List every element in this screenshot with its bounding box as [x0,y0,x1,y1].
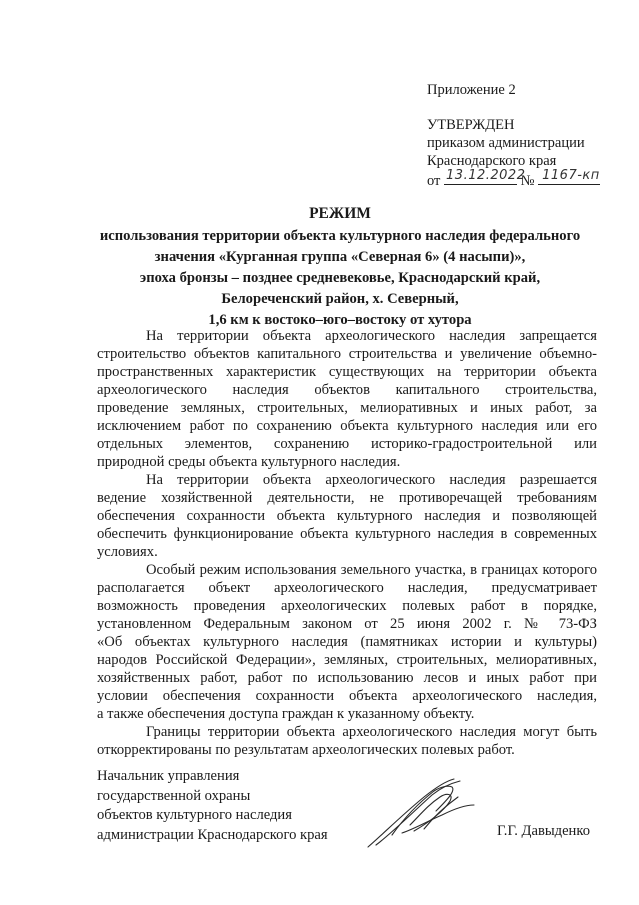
paragraph-line: условиях. [97,544,158,560]
paragraph-line: а также обеспечения доступа граждан к указанному объекту. [97,706,475,722]
paragraph-line: обеспечения сохранности объекта культурного наследия и позволяющей [97,508,597,524]
title-line: Белореченский район, х. Северный, [221,291,459,307]
handwritten-signature [362,775,482,855]
title-line: эпоха бронзы – позднее средневековье, Краснодарский край, [139,270,541,286]
paragraph-2 [97,471,597,561]
approval-number-sign: № [520,173,535,189]
paragraph-line: обеспечить функционирование объекта культурного наследия в современных [97,526,597,542]
paragraph-line: народов Российской Федерации», земляных, строительных, мелиоративных, [97,652,597,668]
paragraph-line: строительство объектов капитального строительства и увеличение объемно- [97,346,597,362]
paragraph-3 [97,561,597,723]
paragraph-line: археологического наследия объектов капитального строительства, [97,382,597,398]
paragraph-line: пространственных характеристик существующих на территории объекта [97,364,597,380]
approval-date-line [427,170,600,188]
paragraph-line: откорректированы по результатам археологических полевых работ. [97,742,515,758]
approval-line: Краснодарского края [427,153,557,169]
paragraph-line: ведение хозяйственной деятельности, не противоречащей требованиям [97,490,597,506]
title-line: 1,6 км к востоко–юго–востоку от хутора [208,312,472,328]
title-line: значения «Курганная группа «Северная 6» (4 насыпи)», [154,249,526,265]
approval-heading: УТВЕРЖДЕН [427,117,515,133]
paragraph-line: природной среды объекта культурного наследия. [97,454,401,470]
signatory-name: Г.Г. Давыденко [497,823,591,839]
approval-line: приказом администрации [427,135,585,151]
title-main: РЕЖИМ [309,205,371,222]
approval-date: 13.12.2022 [446,168,526,183]
approval-number: 1167-кп [542,168,600,183]
position-line: государственной охраны [97,787,251,804]
paragraph-line: исключением работ по сохранению объекта культурного наследия или его [97,418,597,434]
paragraph-line: хозяйственных работ, работ по использованию лесов и иных работ при [97,670,597,686]
document-title [60,203,620,331]
paragraph-line: проведение земляных, строительных, мелиоративных и иных работ, за [97,400,597,416]
paragraph-line: располагается объект археологического наследия, предусматривает [97,580,597,596]
paragraph-line: На территории объекта археологического наследия запрещается [146,328,597,344]
title-line: использования территории объекта культурного наследия федерального [99,228,581,244]
approval-from: от [427,173,441,189]
approval-block [427,116,600,188]
paragraph-line: На территории объекта археологического наследия разрешается [146,472,597,488]
paragraph-4 [97,723,597,759]
paragraph-line: Особый режим использования земельного участка, в границах которого [146,562,597,578]
paragraph-line: Границы территории объекта археологического наследия могут быть [146,724,597,740]
position-line: объектов культурного наследия [97,807,292,823]
position-line: Начальник управления [97,768,240,784]
paragraph-line: условии обеспечения сохранности объекта археологического наследия, [97,688,597,704]
paragraph-line: «Об объектах культурного наследия (памятниках истории и культуры) [97,634,597,650]
position-line: администрации Краснодарского края [97,826,328,843]
paragraph-1 [97,327,597,471]
paragraph-line: отдельных элементов, сохранению историко-градостроительной или [97,436,597,452]
appendix-label: Приложение 2 [427,82,516,98]
signatory-position [97,767,328,845]
paragraph-line: установленном Федеральным законом от 25 июня 2002 г. № 73-ФЗ [97,616,597,632]
paragraph-line: возможность проведения археологических полевых работ в порядке, [97,598,597,614]
